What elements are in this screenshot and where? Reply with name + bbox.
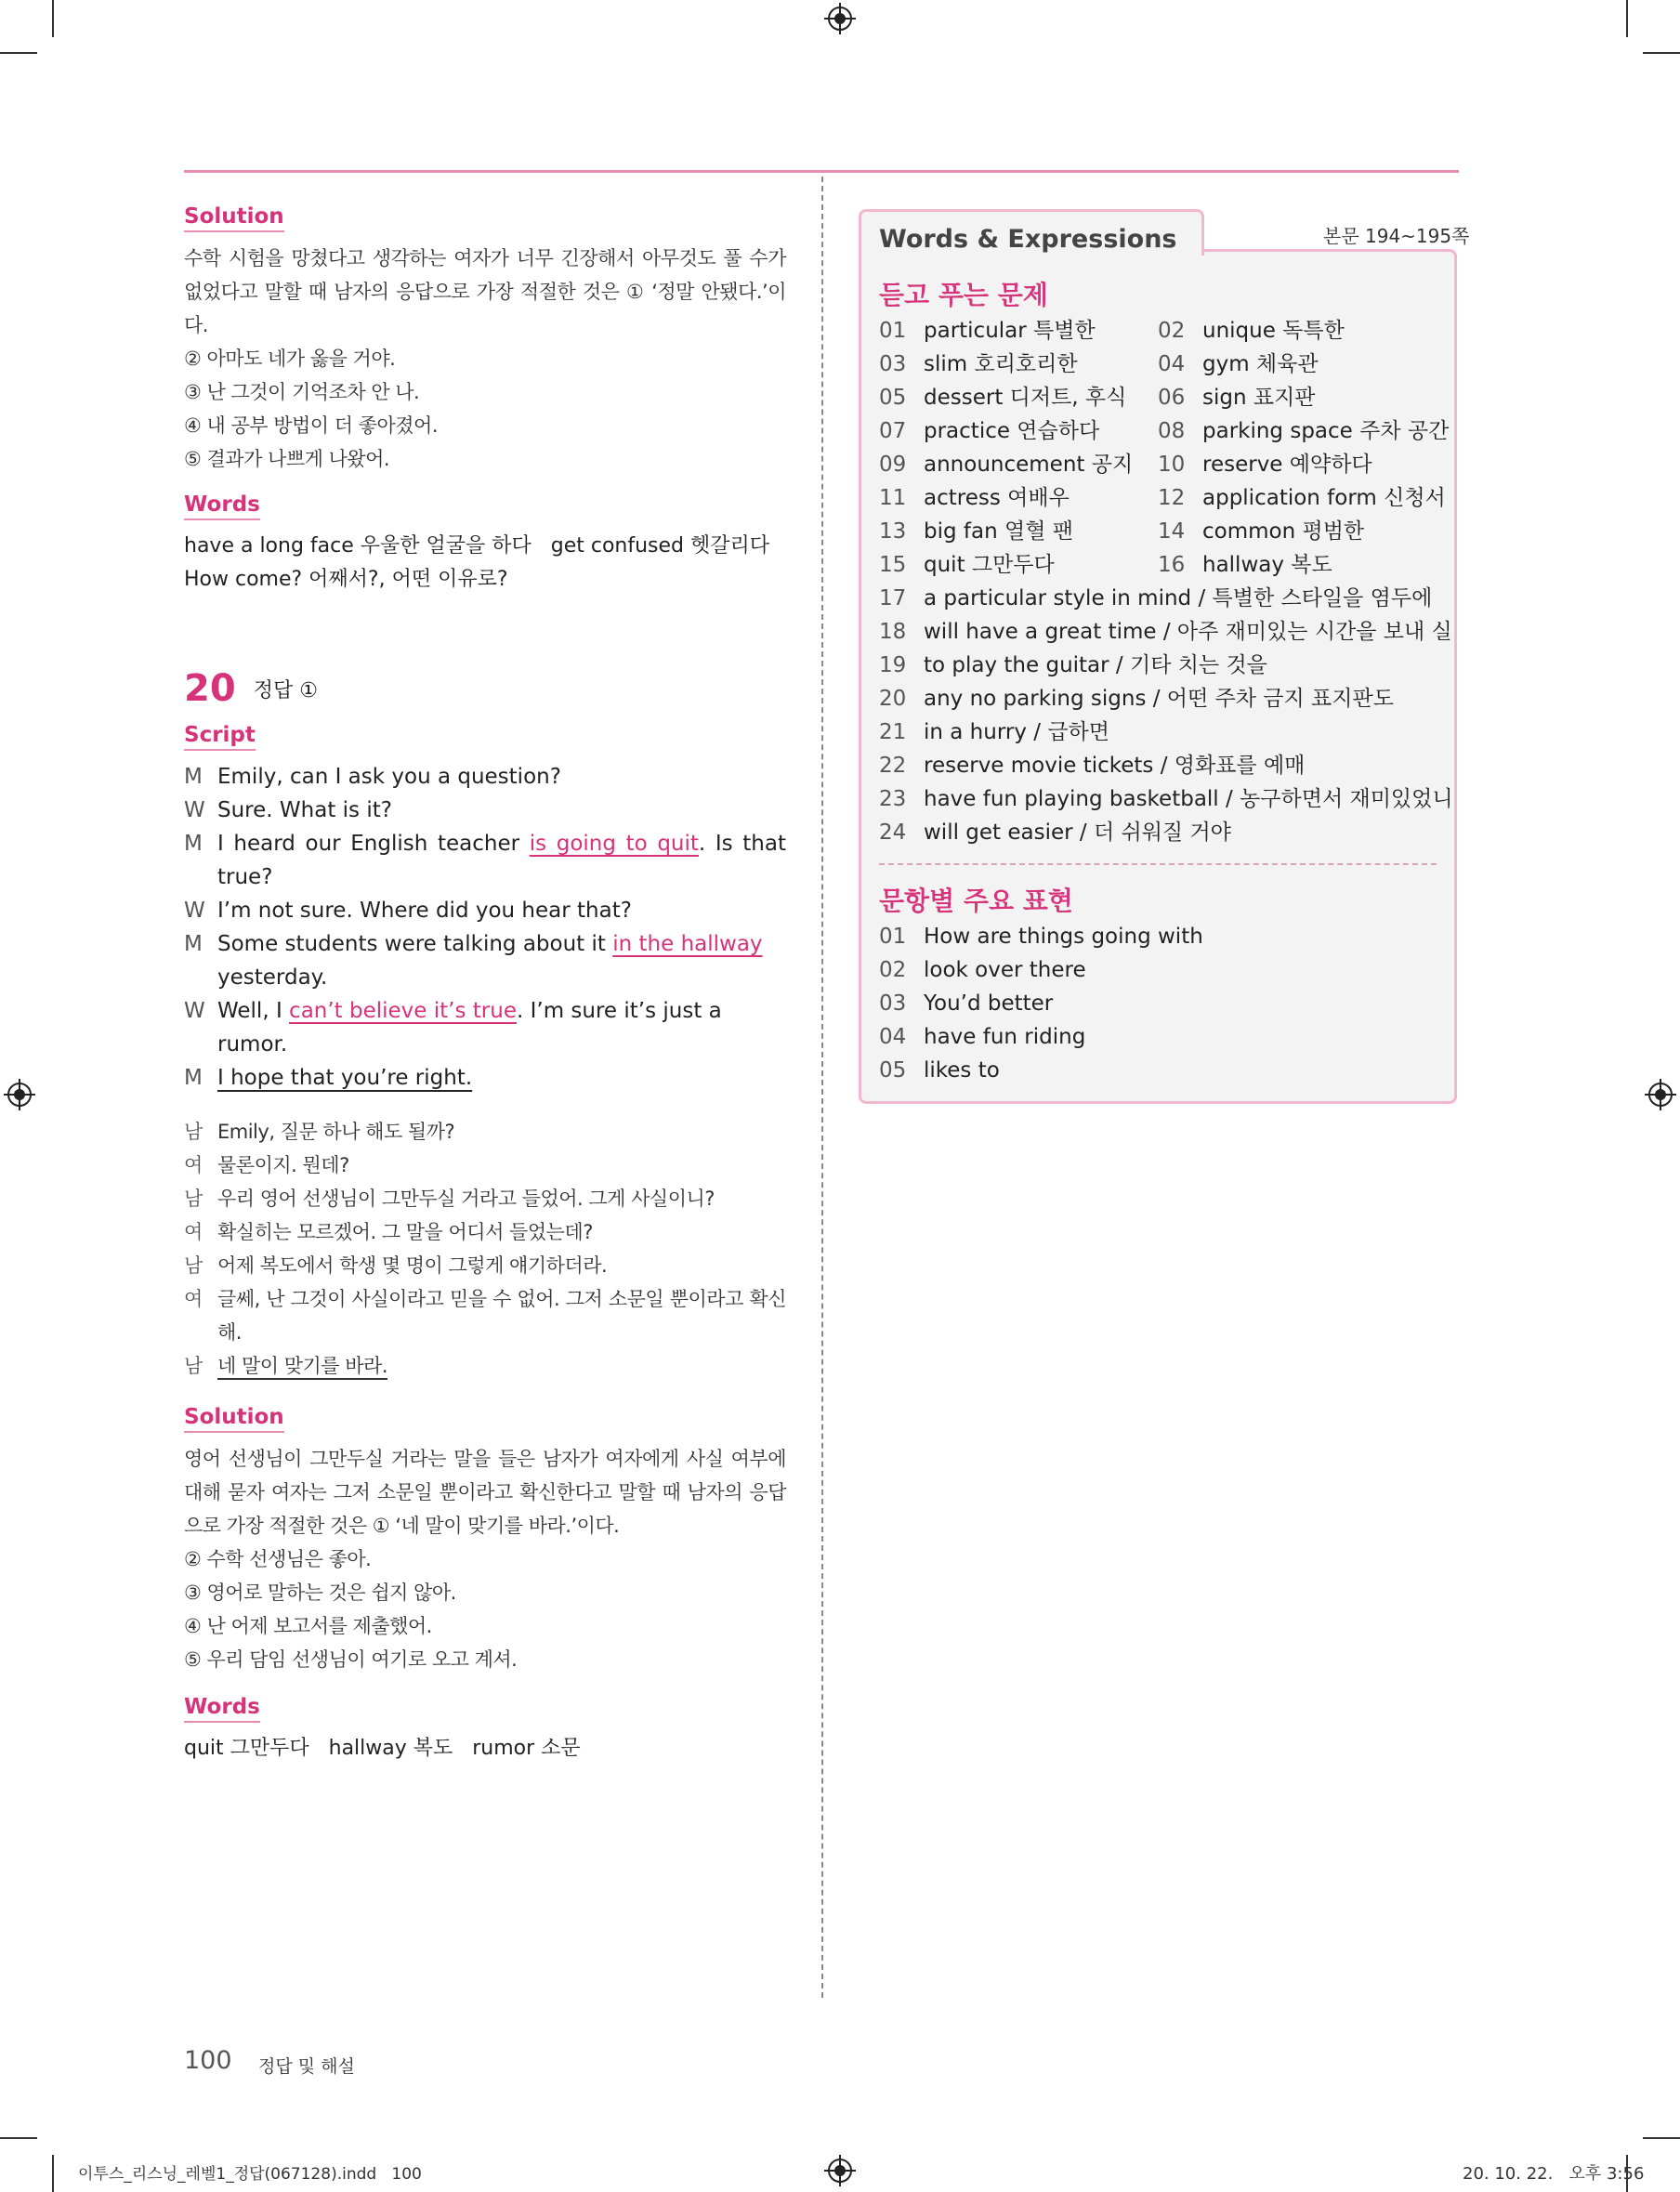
- question-header: [184, 667, 786, 710]
- solution-option: ④ 내 공부 방법이 더 좋아졌어.: [184, 414, 439, 437]
- solution-option: ③ 영어로 말하는 것은 쉽지 않아.: [184, 1582, 456, 1604]
- translation: [184, 1115, 786, 1383]
- solution-heading: Solution: [184, 1405, 284, 1433]
- column-divider: [821, 177, 823, 1998]
- expression-row: 03 You’d better: [879, 991, 1054, 1016]
- registration-mark-icon: [828, 7, 852, 31]
- registration-mark-icon: [1648, 1083, 1673, 1107]
- expression-row: 01 How are things going with: [879, 925, 1203, 949]
- expression-row: 04 have fun riding: [879, 1025, 1086, 1049]
- solution-option: ② 아마도 네가 옳을 거야.: [184, 348, 396, 370]
- fill-in-answer: can’t believe it’s true: [289, 999, 517, 1023]
- words-line: have a long face 우울한 얼굴을 하다 get confused 헷갈리다: [184, 534, 770, 558]
- vocab-row: 20 any no parking signs / 어떤 주차 금지 표지판도: [879, 687, 1394, 711]
- speaker: M: [184, 765, 203, 789]
- vocab-row: 18 will have a great time / 아주 재미있는 시간을 보내 실: [879, 620, 1452, 644]
- speaker: M: [184, 832, 203, 856]
- box-title: Words & Expressions: [879, 225, 1177, 254]
- vocab-row: 11 actress 여배우 12 application form 신청서: [879, 486, 1446, 510]
- translation-line: 남 우리 영어 선생님이 그만두실 거라고 들었어. 그게 사실이니?: [184, 1188, 715, 1210]
- section-title: 듣고 푸는 문제: [879, 280, 1048, 310]
- footer-label: 정답 및 해설: [258, 2056, 355, 2077]
- script-line: M Emily, can I ask you a question?: [184, 760, 786, 794]
- print-slug: 이투스_리스닝_레벨1_정답(067128).indd 100: [78, 2165, 422, 2184]
- question-answer: 정답 ①: [253, 678, 318, 702]
- vocab-row: 15 quit 그만두다 16 hallway 복도: [879, 553, 1332, 577]
- question-number: 20: [184, 667, 236, 710]
- solution-heading: Solution: [184, 204, 284, 232]
- crop-mark: [1626, 0, 1628, 37]
- crop-mark: [52, 2155, 54, 2192]
- translation-line: 남 어제 복도에서 학생 몇 명이 그렇게 얘기하더라.: [184, 1254, 608, 1277]
- translation-line: 남 네 말이 맞기를 바라.: [184, 1355, 387, 1377]
- crop-mark: [0, 52, 37, 54]
- vocab-row: 01 particular 특별한 02 unique 독특한: [879, 319, 1345, 343]
- vocab-row: 17 a particular style in mind / 특별한 스타일을 염두에: [879, 586, 1433, 610]
- vocab-row: 03 slim 호리호리한 04 gym 체육관: [879, 352, 1319, 376]
- left-column: [184, 204, 786, 1765]
- speaker: M: [184, 932, 203, 956]
- page-reference: 본문 194~195쪽: [1323, 225, 1470, 247]
- speaker: M: [184, 1066, 203, 1090]
- translation-line: 여 물론이지. 뭔데?: [184, 1154, 349, 1176]
- solution-text: 영어 선생님이 그만두실 거라는 말을 들은 남자가 여자에게 사실 여부에 대해 묻자 여자는 그저 소문일 뿐이라고 확신한다고 말할 때 남자의 응답으로 가장 적절한 것은 ① ‘네 말이 맞기를 바라.’이다.: [184, 1448, 786, 1537]
- expression-row: 05 likes to: [879, 1058, 1000, 1083]
- words-line: How come? 어째서?, 어떤 이유로?: [184, 568, 508, 591]
- vocab-row: 21 in a hurry / 급하면: [879, 720, 1109, 744]
- vocab-row: 07 practice 연습하다 08 parking space 주차 공간: [879, 419, 1450, 443]
- print-timestamp: 20. 10. 22. 오후 3:56: [1463, 2164, 1645, 2184]
- fill-in-answer: in the hallway: [612, 932, 763, 956]
- vocab-row: 19 to play the guitar / 기타 치는 것을: [879, 653, 1267, 677]
- vocab-row: 13 big fan 열혈 팬 14 common 평범한: [879, 519, 1365, 544]
- vocab-list: [879, 314, 1453, 849]
- words-heading: Words: [184, 1695, 260, 1723]
- solution-option: ⑤ 결과가 나쁘게 나왔어.: [184, 448, 390, 470]
- expression-row: 02 look over there: [879, 958, 1086, 982]
- solution-option: ④ 난 어제 보고서를 제출했어.: [184, 1615, 432, 1637]
- top-rule: [184, 170, 1459, 173]
- vocab-row: 09 announcement 공지 10 reserve 예약하다: [879, 453, 1372, 477]
- translation-line: 여 글쎄, 난 그것이 사실이라고 믿을 수 없어. 그저 소문일 뿐이라고 확신해.: [184, 1288, 786, 1344]
- registration-mark-icon: [828, 2159, 852, 2183]
- section-title: 문항별 주요 표현: [879, 886, 1073, 916]
- vocab-row: 05 dessert 디저트, 후식 06 sign 표지판: [879, 386, 1316, 410]
- script-line: W Sure. What is it?: [184, 794, 786, 827]
- vocab-row: 24 will get easier / 더 쉬워질 거야: [879, 820, 1231, 845]
- solution-text: 수학 시험을 망쳤다고 생각하는 여자가 너무 긴장해서 아무것도 풀 수가 없었다고 말할 때 남자의 응답으로 가장 적절한 것은 ① ‘정말 안됐다.’이다.: [184, 247, 786, 336]
- speaker: W: [184, 899, 205, 923]
- solution-option: ⑤ 우리 담임 선생님이 여기로 오고 계셔.: [184, 1648, 518, 1671]
- registration-mark-icon: [7, 1083, 32, 1107]
- words-line: quit 그만두다 hallway 복도 rumor 소문: [184, 1737, 581, 1760]
- translation-line: 남 Emily, 질문 하나 해도 될까?: [184, 1121, 455, 1143]
- section-divider: [879, 863, 1437, 865]
- crop-mark: [0, 2137, 37, 2139]
- solution-option: ② 수학 선생님은 좋아.: [184, 1548, 372, 1570]
- crop-mark: [1643, 52, 1680, 54]
- translation-line: 여 확실히는 모르겠어. 그 말을 어디서 들었는데?: [184, 1221, 593, 1243]
- script-line: W I’m not sure. Where did you hear that?: [184, 894, 786, 927]
- solution-option: ③ 난 그것이 기억조차 안 나.: [184, 381, 420, 403]
- script-line: M Some students were talking about it in the hallway yesterday.: [184, 927, 786, 994]
- script-line: M I heard our English teacher is going to quit. Is that true?: [184, 827, 786, 894]
- vocab-row: 22 reserve movie tickets / 영화표를 예매: [879, 754, 1306, 778]
- speaker: W: [184, 999, 205, 1023]
- script-line: [184, 1061, 786, 1095]
- speaker: W: [184, 798, 205, 822]
- crop-mark: [52, 0, 54, 37]
- answer-sentence: I hope that you’re right.: [217, 1066, 473, 1090]
- script-heading: Script: [184, 723, 256, 751]
- expression-list: [879, 920, 1203, 1087]
- fill-in-answer: is going to quit: [529, 832, 699, 856]
- page-number: 100: [184, 2046, 232, 2075]
- crop-mark: [1643, 2137, 1680, 2139]
- script: [184, 760, 786, 1095]
- script-line: W Well, I can’t believe it’s true. I’m sure it’s just a rumor.: [184, 994, 786, 1061]
- vocab-row: 23 have fun playing basketball / 농구하면서 재미있었니: [879, 787, 1453, 811]
- words-heading: Words: [184, 492, 260, 520]
